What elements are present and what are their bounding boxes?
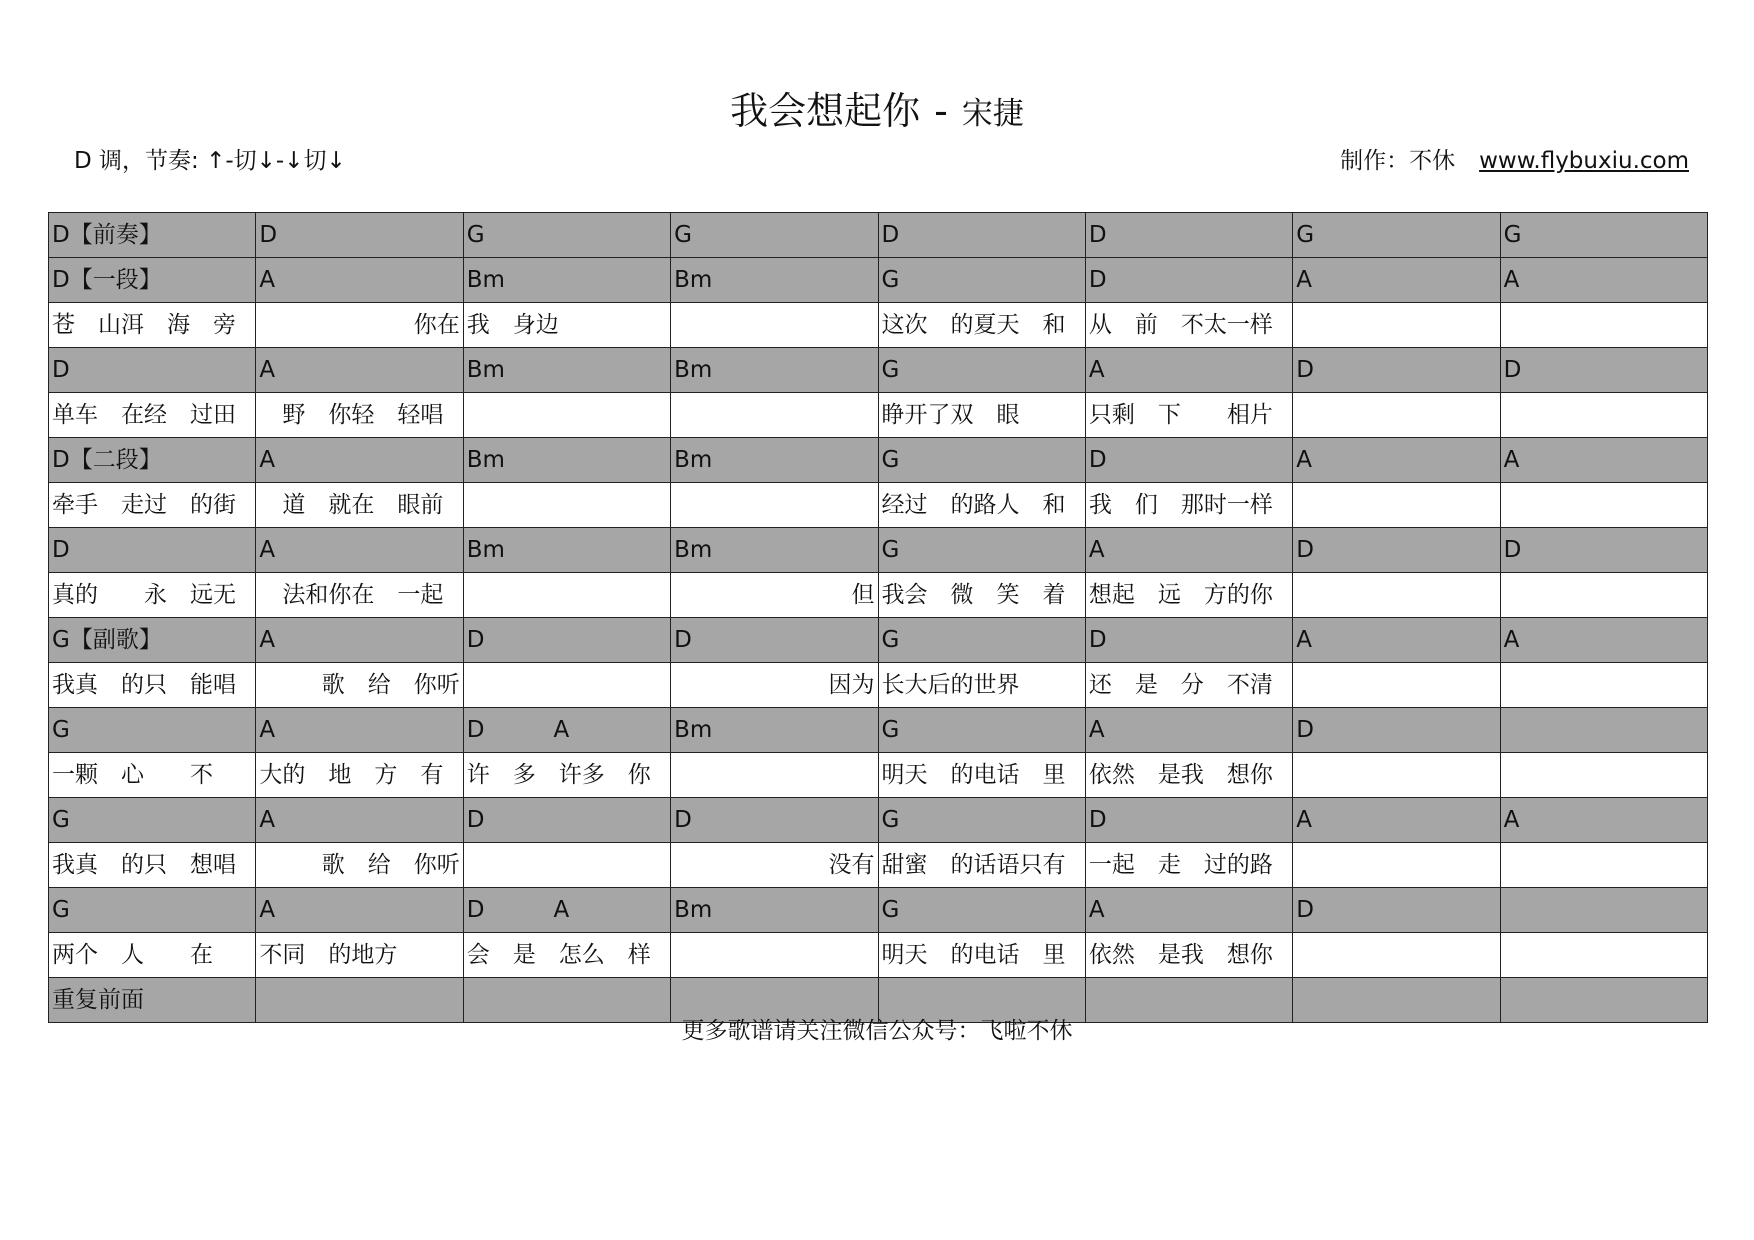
chord-cell: A <box>256 888 463 933</box>
key-and-rhythm: D 调，节奏: ↑-切↓-↓切↓ <box>74 148 346 174</box>
lyric-cell: 明天 的电话 里 <box>878 933 1085 978</box>
chord-cell: A <box>1500 618 1707 663</box>
chord-cell: D <box>1293 348 1500 393</box>
footer-note: 更多歌谱请关注微信公众号：飞啦不休 <box>681 1018 1073 1044</box>
chord-cell: D <box>1085 258 1292 303</box>
chord-row <box>49 888 1708 933</box>
chord-cell: D <box>256 213 463 258</box>
lyric-cell: 还 是 分 不清 <box>1085 663 1292 708</box>
lyric-cell <box>1500 393 1707 438</box>
lyric-cell: 明天 的电话 里 <box>878 753 1085 798</box>
lyric-row <box>49 663 1708 708</box>
chord-cell: D <box>878 213 1085 258</box>
lyric-cell: 野 你轻 轻唱 <box>256 393 463 438</box>
song-title-line <box>0 86 1754 139</box>
lyric-cell <box>671 753 878 798</box>
lyric-row <box>49 573 1708 618</box>
lyric-cell: 但 <box>671 573 878 618</box>
chord-row <box>49 798 1708 843</box>
chord-cell: D <box>671 618 878 663</box>
chord-cell: A <box>256 798 463 843</box>
chord-cell: G <box>878 618 1085 663</box>
chord-cell: G【副歌】 <box>49 618 256 663</box>
lyric-cell <box>1293 303 1500 348</box>
lyric-row <box>49 933 1708 978</box>
chord-cell: D <box>1500 528 1707 573</box>
chord-cell: Bm <box>671 708 878 753</box>
lyric-cell: 歌 给 你听 <box>256 843 463 888</box>
chord-cell: A <box>1500 798 1707 843</box>
chord-cell: G <box>878 888 1085 933</box>
chord-cell: A <box>256 528 463 573</box>
lyric-cell: 我 身边 <box>463 303 670 348</box>
chord-cell: Bm <box>671 438 878 483</box>
chord-sheet-table <box>48 212 1708 1023</box>
lyric-cell <box>671 303 878 348</box>
chord-row <box>49 213 1708 258</box>
lyric-cell: 大的 地 方 有 <box>256 753 463 798</box>
lyric-row <box>49 753 1708 798</box>
lyric-cell <box>463 483 670 528</box>
chord-cell: D【二段】 <box>49 438 256 483</box>
lyric-cell <box>1500 933 1707 978</box>
chord-cell: Bm <box>671 528 878 573</box>
chord-row <box>49 708 1708 753</box>
chord-row <box>49 438 1708 483</box>
chord-cell <box>1500 888 1707 933</box>
lyric-cell <box>1293 483 1500 528</box>
chord-cell: D <box>1085 618 1292 663</box>
lyric-cell <box>1500 843 1707 888</box>
lyric-cell <box>463 843 670 888</box>
lyric-cell: 道 就在 眼前 <box>256 483 463 528</box>
chord-cell: Bm <box>671 888 878 933</box>
chord-cell: G <box>463 213 670 258</box>
lyric-cell: 单车 在经 过田 <box>49 393 256 438</box>
chord-cell: G <box>878 438 1085 483</box>
chord-cell: D【前奏】 <box>49 213 256 258</box>
song-artist: 宋捷 <box>961 96 1024 132</box>
chord-cell: A <box>256 708 463 753</box>
lyric-cell: 我 们 那时一样 <box>1085 483 1292 528</box>
chord-cell: D <box>1085 798 1292 843</box>
website-link[interactable]: www.flybuxiu.com <box>1479 148 1689 174</box>
chord-cell: D <box>463 798 670 843</box>
chord-cell: D <box>1293 528 1500 573</box>
chord-cell: G <box>878 798 1085 843</box>
lyric-cell: 不同 的地方 <box>256 933 463 978</box>
chord-cell: A <box>1085 348 1292 393</box>
chord-cell: 重复前面 <box>49 978 256 1023</box>
lyric-cell: 法和你在 一起 <box>256 573 463 618</box>
lyric-row <box>49 393 1708 438</box>
lyric-cell: 没有 <box>671 843 878 888</box>
lyric-cell <box>671 393 878 438</box>
chord-cell: A <box>1293 438 1500 483</box>
chord-row <box>49 528 1708 573</box>
chord-cell: D <box>49 348 256 393</box>
chord-cell: G <box>878 258 1085 303</box>
chord-cell: G <box>49 798 256 843</box>
chord-cell: D <box>671 798 878 843</box>
chord-cell: D <box>1500 348 1707 393</box>
lyric-cell: 歌 给 你听 <box>256 663 463 708</box>
chord-cell: A <box>256 438 463 483</box>
lyric-cell: 我会 微 笑 着 <box>878 573 1085 618</box>
lyric-cell: 只剩 下 相片 <box>1085 393 1292 438</box>
chord-cell: G <box>49 708 256 753</box>
lyric-cell: 你在 <box>256 303 463 348</box>
lyric-cell: 依然 是我 想你 <box>1085 753 1292 798</box>
lyric-cell: 苍 山洱 海 旁 <box>49 303 256 348</box>
lyric-cell: 真的 永 远无 <box>49 573 256 618</box>
chord-cell: D【一段】 <box>49 258 256 303</box>
lyric-row <box>49 303 1708 348</box>
lyric-cell: 会 是 怎么 样 <box>463 933 670 978</box>
chord-cell: A <box>1293 618 1500 663</box>
lyric-cell <box>463 663 670 708</box>
chord-cell: A <box>1500 258 1707 303</box>
lyric-cell: 依然 是我 想你 <box>1085 933 1292 978</box>
chord-cell: A <box>1085 528 1292 573</box>
lyric-cell: 我真 的只 能唱 <box>49 663 256 708</box>
lyric-cell <box>1293 753 1500 798</box>
lyric-cell <box>671 933 878 978</box>
chord-cell: G <box>1293 213 1500 258</box>
chord-cell: D A <box>463 888 670 933</box>
lyric-cell <box>1293 663 1500 708</box>
lyric-cell: 许 多 许多 你 <box>463 753 670 798</box>
chord-cell: A <box>256 258 463 303</box>
chord-cell: A <box>256 618 463 663</box>
lyric-cell: 一颗 心 不 <box>49 753 256 798</box>
lyric-cell: 经过 的路人 和 <box>878 483 1085 528</box>
chord-row <box>49 258 1708 303</box>
song-title: 我会想起你 <box>730 89 921 133</box>
lyric-cell <box>1293 393 1500 438</box>
chord-cell: A <box>1293 258 1500 303</box>
chord-cell: A <box>256 348 463 393</box>
chord-cell: Bm <box>671 348 878 393</box>
chord-cell: D <box>463 618 670 663</box>
chord-cell: G <box>878 708 1085 753</box>
lyric-cell <box>1500 753 1707 798</box>
chord-cell: G <box>49 888 256 933</box>
chord-cell: G <box>878 528 1085 573</box>
chord-cell: Bm <box>463 348 670 393</box>
chord-cell: A <box>1085 708 1292 753</box>
chord-cell: A <box>1293 798 1500 843</box>
lyric-cell: 我真 的只 想唱 <box>49 843 256 888</box>
lyric-cell <box>1293 843 1500 888</box>
lyric-cell: 长大后的世界 <box>878 663 1085 708</box>
chord-cell: G <box>1500 213 1707 258</box>
lyric-cell: 两个 人 在 <box>49 933 256 978</box>
chord-cell: A <box>1085 888 1292 933</box>
chord-sheet-body <box>49 213 1708 1023</box>
chord-cell: G <box>878 348 1085 393</box>
chord-cell: D <box>49 528 256 573</box>
lyric-cell <box>463 573 670 618</box>
chord-cell: D <box>1085 438 1292 483</box>
chord-cell: Bm <box>463 528 670 573</box>
lyric-cell <box>463 393 670 438</box>
lyric-cell: 一起 走 过的路 <box>1085 843 1292 888</box>
chord-row <box>49 348 1708 393</box>
chord-cell: D <box>1293 708 1500 753</box>
chord-cell: D <box>1293 888 1500 933</box>
chord-cell: D <box>1085 213 1292 258</box>
lyric-cell: 睁开了双 眼 <box>878 393 1085 438</box>
lyric-cell: 甜蜜 的话语只有 <box>878 843 1085 888</box>
lyric-row <box>49 843 1708 888</box>
lyric-cell <box>1500 483 1707 528</box>
chord-cell: Bm <box>671 258 878 303</box>
credit-text: 制作：不休 <box>1340 148 1456 174</box>
lyric-cell: 牵手 走过 的街 <box>49 483 256 528</box>
lyric-cell: 因为 <box>671 663 878 708</box>
chord-row <box>49 618 1708 663</box>
chord-cell: A <box>1500 438 1707 483</box>
chord-cell: G <box>671 213 878 258</box>
lyric-cell <box>1293 573 1500 618</box>
lyric-cell <box>671 483 878 528</box>
title-separator: - <box>934 89 948 133</box>
lyric-row <box>49 483 1708 528</box>
credit-line <box>1340 146 1689 176</box>
lyric-cell: 想起 远 方的你 <box>1085 573 1292 618</box>
chord-cell: Bm <box>463 258 670 303</box>
lyric-cell <box>1293 933 1500 978</box>
chord-cell: D A <box>463 708 670 753</box>
lyric-cell <box>1500 663 1707 708</box>
lyric-cell <box>1500 573 1707 618</box>
chord-cell: Bm <box>463 438 670 483</box>
chord-cell <box>1500 708 1707 753</box>
lyric-cell: 从 前 不太一样 <box>1085 303 1292 348</box>
lyric-cell: 这次 的夏天 和 <box>878 303 1085 348</box>
lyric-cell <box>1500 303 1707 348</box>
